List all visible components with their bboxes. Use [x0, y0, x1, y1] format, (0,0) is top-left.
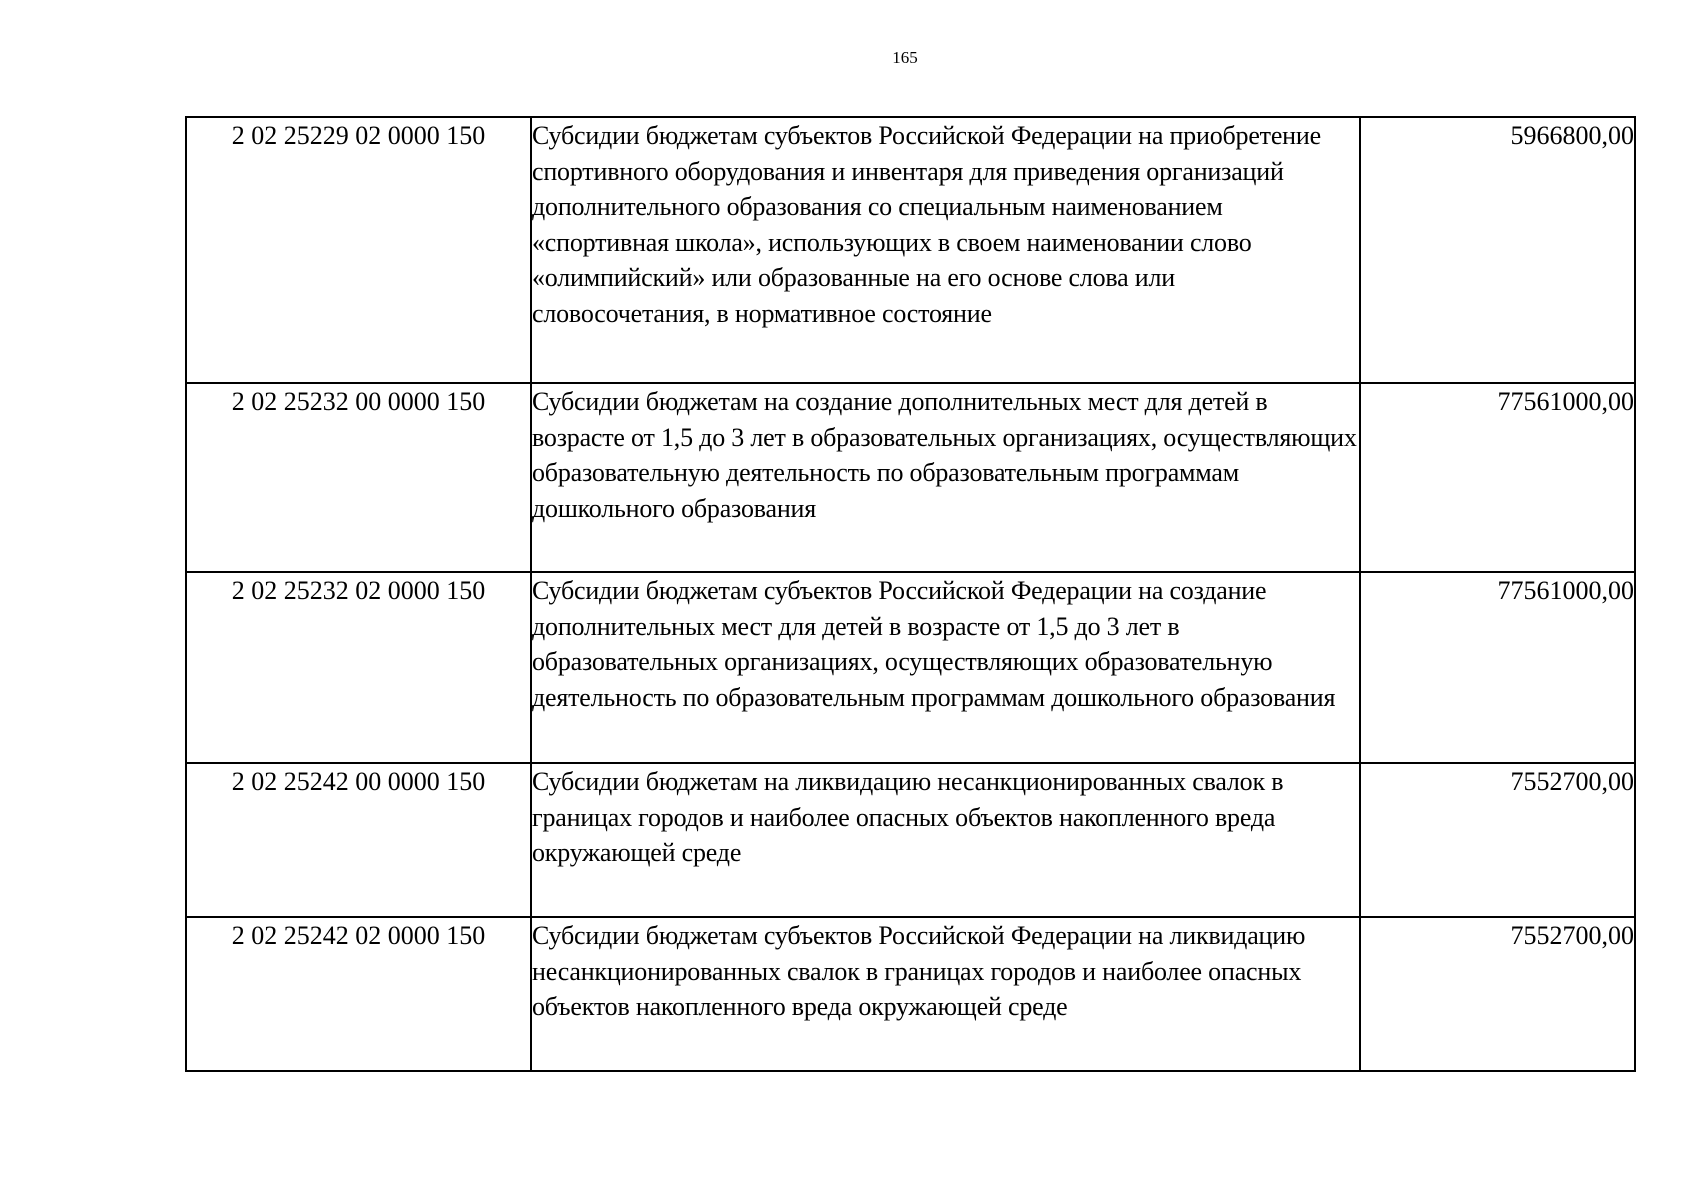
budget-code-cell: 2 02 25232 00 0000 150: [186, 383, 531, 572]
table-row: [186, 763, 1635, 917]
budget-code-cell: 2 02 25242 00 0000 150: [186, 763, 531, 917]
table-row: [186, 572, 1635, 763]
budget-revenue-table: [185, 116, 1636, 1072]
table-row: [186, 117, 1635, 383]
amount-cell: 77561000,00: [1360, 572, 1635, 763]
amount-cell: 5966800,00: [1360, 117, 1635, 383]
budget-code-cell: 2 02 25242 02 0000 150: [186, 917, 531, 1071]
table-row: [186, 383, 1635, 572]
amount-cell: 7552700,00: [1360, 763, 1635, 917]
budget-code-cell: 2 02 25232 02 0000 150: [186, 572, 531, 763]
description-cell: Субсидии бюджетам на создание дополнительных мест для детей в возрасте от 1,5 до 3 лет в образовательных организациях, осуществляющих образовательную деятельность по образовательным программам дошкольного образования: [531, 383, 1360, 572]
description-cell: Субсидии бюджетам на ликвидацию несанкционированных свалок в границах городов и наиболее опасных объектов накопленного вреда окружающей среде: [531, 763, 1360, 917]
description-cell: Субсидии бюджетам субъектов Российской Федерации на приобретение спортивного оборудования и инвентаря для приведения организаций дополнительного образования со специальным наименованием «спортивная школа», использующих в своем наименовании слово «олимпийский» или образованные на его основе слова или словосочетания, в нормативное состояние: [531, 117, 1360, 383]
table-row: [186, 917, 1635, 1071]
description-cell: Субсидии бюджетам субъектов Российской Федерации на ликвидацию несанкционированных свалок в границах городов и наиболее опасных объектов накопленного вреда окружающей среде: [531, 917, 1360, 1071]
page-number: 165: [892, 48, 918, 67]
amount-cell: 7552700,00: [1360, 917, 1635, 1071]
description-cell: Субсидии бюджетам субъектов Российской Федерации на создание дополнительных мест для детей в возрасте от 1,5 до 3 лет в образовательных организациях, осуществляющих образовательную деятельность по образовательным программам дошкольного образования: [531, 572, 1360, 763]
amount-cell: 77561000,00: [1360, 383, 1635, 572]
budget-code-cell: 2 02 25229 02 0000 150: [186, 117, 531, 383]
